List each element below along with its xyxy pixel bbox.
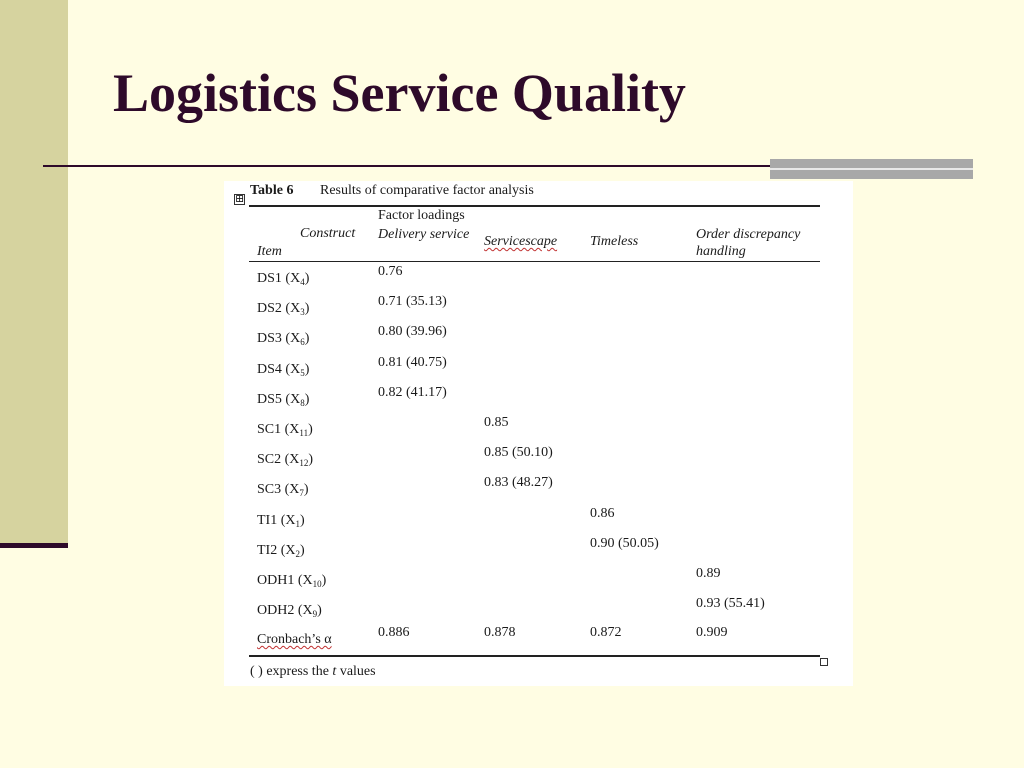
row-item-label: DS1 $(X_4)$ [257, 271, 310, 287]
table-top-rule [249, 205, 820, 207]
row-item-label: TI2 $(X_2)$ [257, 542, 305, 559]
title-divider-accent [770, 159, 973, 179]
table-cell: 0.80 (39.96) [378, 324, 447, 340]
cronbach-label: Cronbach’s α [257, 632, 332, 647]
table-cell: 0.76 [378, 264, 403, 279]
table-number: Table 6 [250, 183, 294, 198]
slide-title: Logistics Service Quality [113, 63, 686, 123]
row-item-label: DS4 $(X_5)$ [257, 361, 310, 378]
table-cell: 0.83 (48.27) [484, 475, 553, 491]
cronbach-servicescape: 0.878 [484, 625, 516, 640]
table-end-marker [820, 658, 828, 666]
table-cell: 0.85 [484, 415, 509, 430]
table-cell: 0.81 (40.75) [378, 354, 447, 370]
table-cell: 0.71 (35.13) [378, 294, 447, 310]
row-item-label: SC3 $(X_7)$ [257, 482, 309, 499]
table-cell: 0.89 [696, 566, 721, 581]
header-item: Item [257, 244, 282, 259]
factor-analysis-table [224, 181, 853, 686]
cronbach-delivery-service: 0.886 [378, 625, 410, 640]
expand-icon[interactable]: ⊞ [235, 193, 245, 205]
cronbach-order-discrepancy: 0.909 [696, 625, 728, 640]
header-factor-loadings: Factor loadings [378, 208, 465, 223]
row-item-label: SC1 $(X_{11})$ [257, 422, 313, 438]
header-construct: Construct [300, 226, 356, 241]
header-order-discrepancy-handling: Order discrepancy handling [696, 227, 801, 259]
row-item-label: DS3 $(X_6)$ [257, 331, 310, 348]
table-header-rule [249, 261, 820, 262]
row-item-label: SC2 $(X_{12})$ [257, 452, 314, 469]
row-item-label: DS5 $(X_8)$ [257, 391, 310, 408]
table-caption: Results of comparative factor analysis [320, 183, 534, 198]
table-cell: 0.90 (50.05) [590, 535, 659, 551]
header-servicescape: Servicescape [484, 234, 558, 249]
table-bottom-rule [249, 655, 820, 657]
header-timeless: Timeless [590, 234, 639, 249]
title-divider-line [43, 165, 770, 167]
side-accent-bar [0, 0, 68, 547]
row-item-label: TI1 $(X_1)$ [257, 512, 305, 529]
cronbach-timeless: 0.872 [590, 625, 622, 640]
header-delivery-service: Delivery service [378, 227, 470, 242]
table-cell: 0.82 (41.17) [378, 384, 447, 400]
table-footnote: ( ) express the t values [250, 664, 376, 679]
table-cell: 0.86 [590, 505, 615, 521]
table-cell: 0.93 (55.41) [696, 596, 765, 612]
row-item-label: ODH1 $(X_{10})$ [257, 573, 327, 589]
row-item-label: ODH2 $(X_9)$ [257, 603, 322, 620]
side-accent-underline [0, 543, 68, 548]
row-item-label: DS2 $(X_3)$ [257, 301, 310, 318]
table-cell: 0.85 (50.10) [484, 445, 553, 461]
